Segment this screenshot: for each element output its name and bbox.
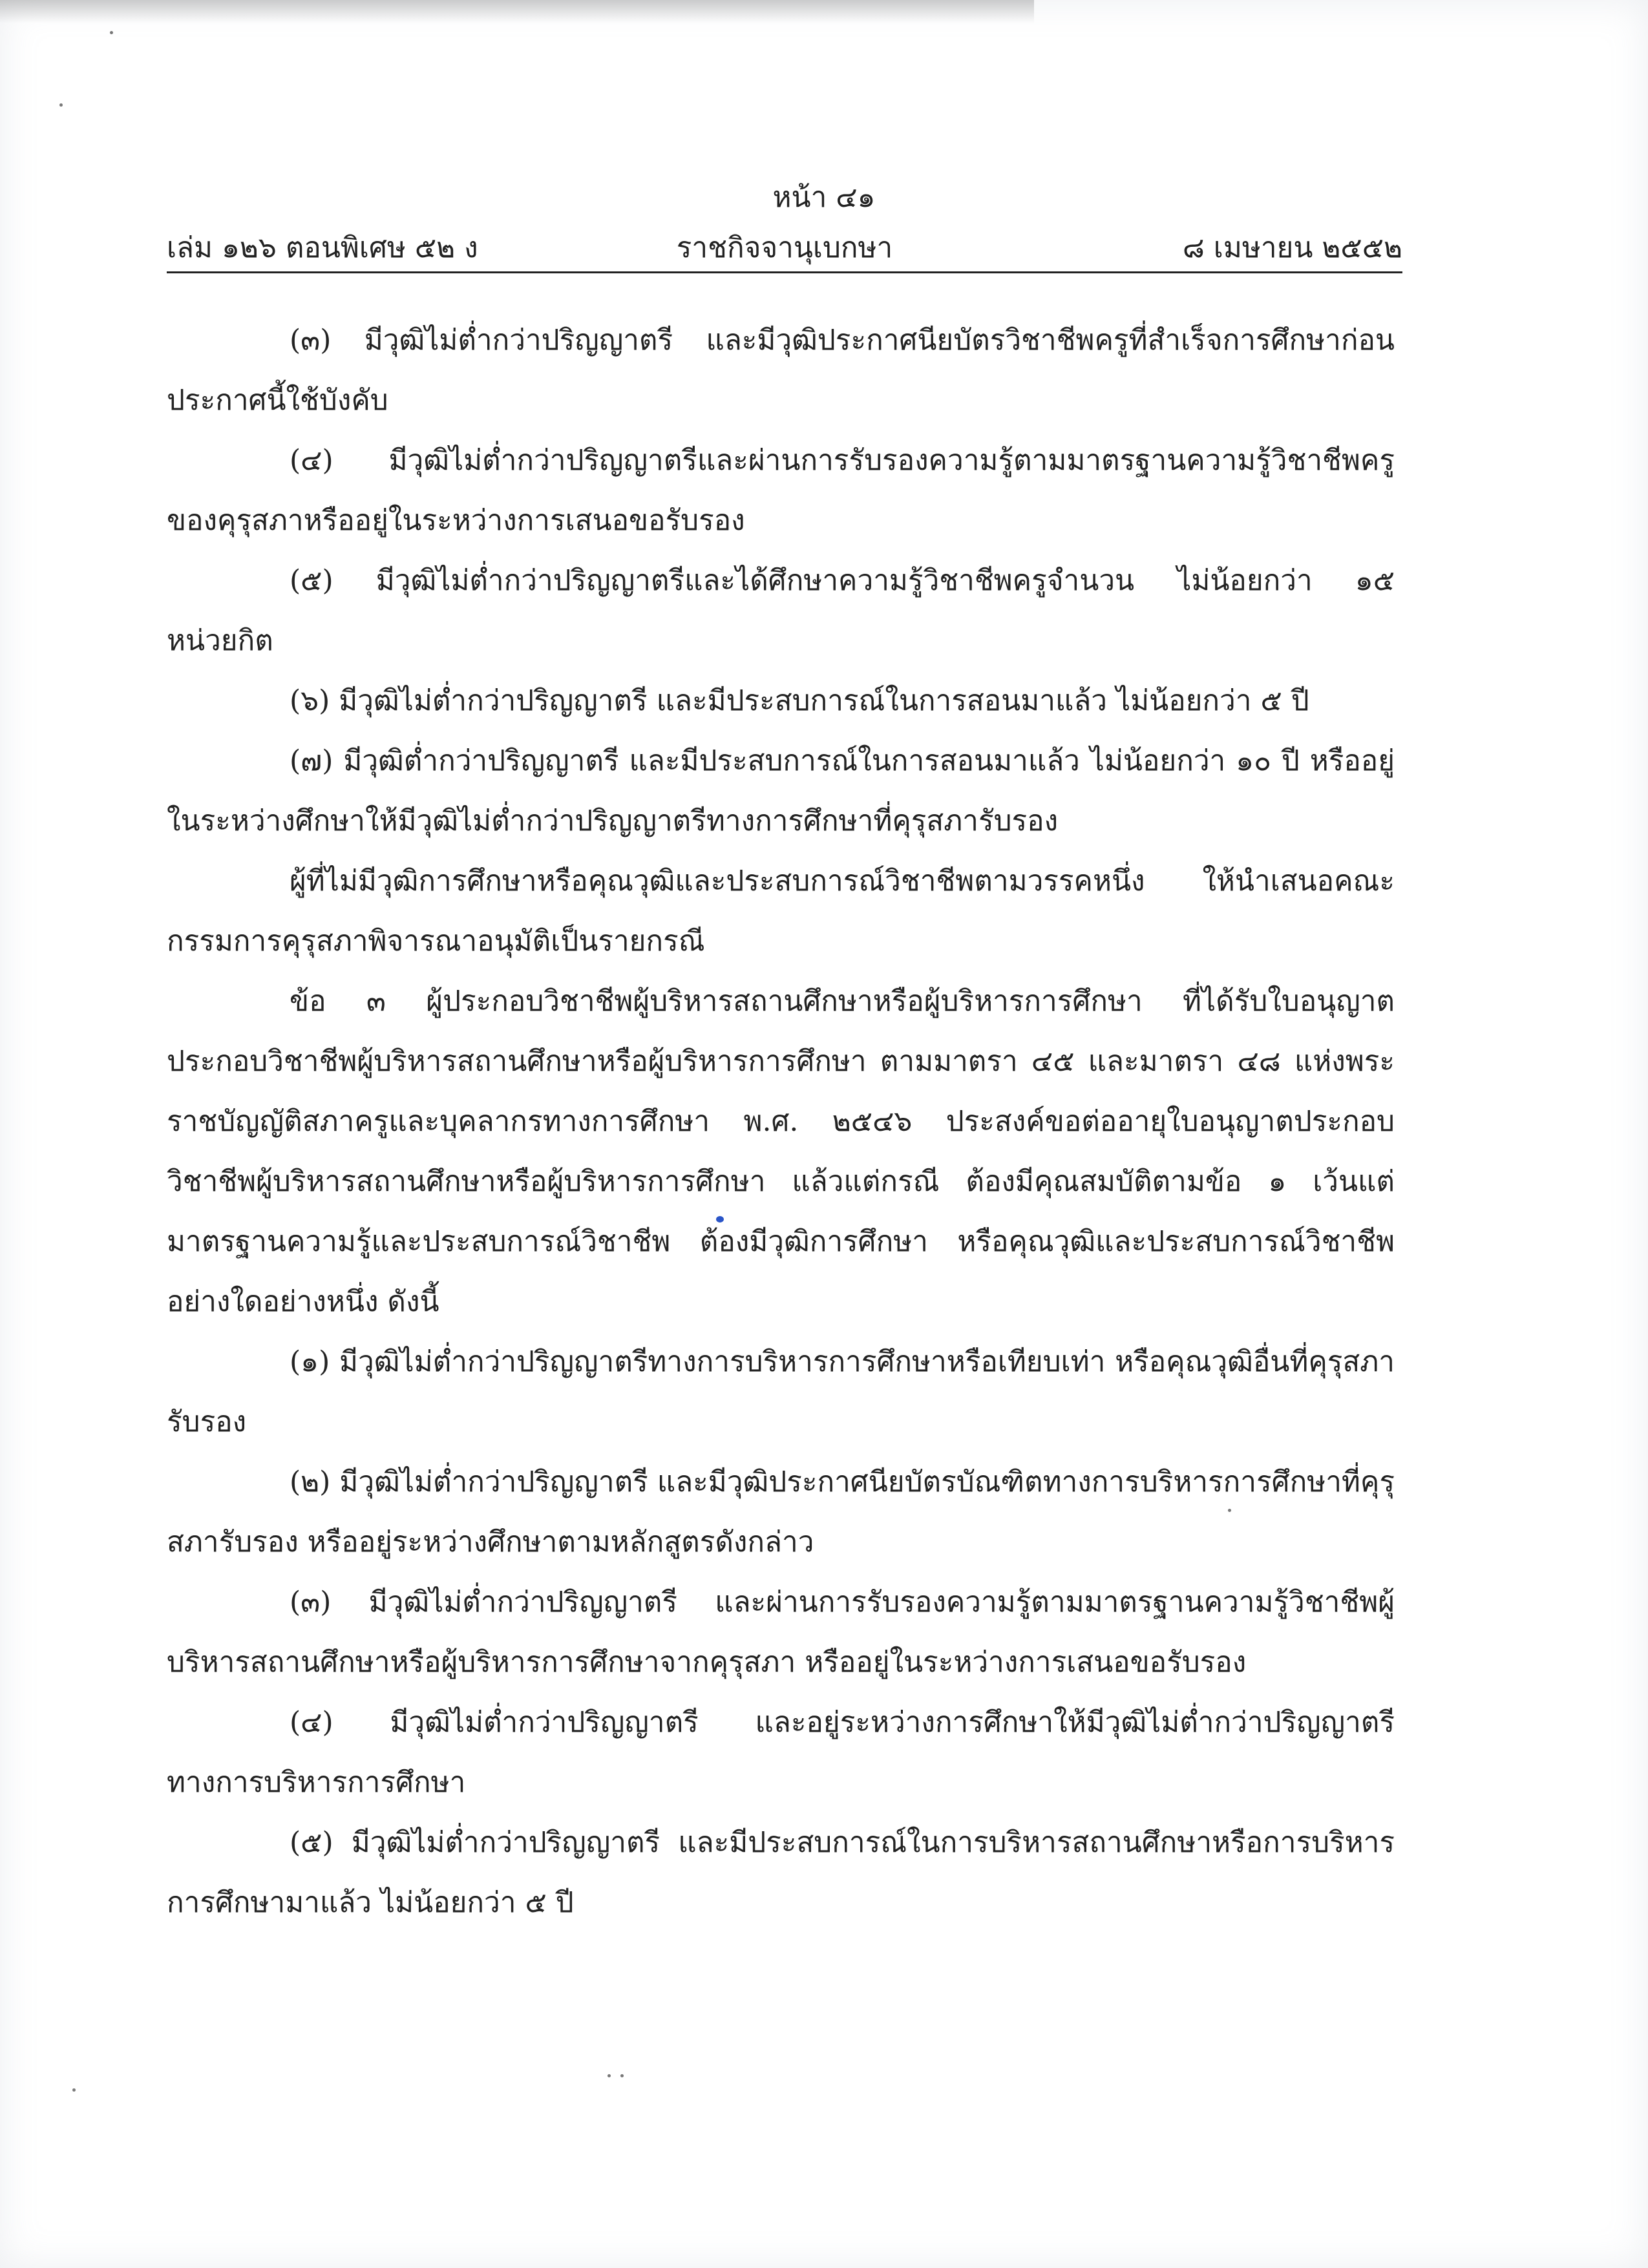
- paragraph: (๒) มีวุฒิไม่ต่ำกว่าปริญญาตรี และมีวุฒิประกาศนียบัตรบัณฑิตทางการบริหารการศึกษาที่คุรุสภารับรอง หรืออยู่ระหว่างศึกษาตามหลักสูตรดังกล่าว: [167, 1465, 1395, 1559]
- header-volume: เล่ม ๑๒๖ ตอนพิเศษ ๕๒ ง: [167, 231, 478, 264]
- paragraph: (๓) มีวุฒิไม่ต่ำกว่าปริญญาตรี และผ่านการรับรองความรู้ตามมาตรฐานความรู้วิชาชีพผู้บริหารสถานศึกษาหรือผู้บริหารการศึกษาจากคุรุสภา หรืออยู่ในระหว่างการเสนอขอรับรอง: [167, 1586, 1395, 1679]
- paragraph: (๖) มีวุฒิไม่ต่ำกว่าปริญญาตรี และมีประสบการณ์ในการสอนมาแล้ว ไม่น้อยกว่า ๕ ปี: [290, 684, 1309, 717]
- header-title: ราชกิจจานุเบกษา: [676, 231, 893, 264]
- paragraph: (๗) มีวุฒิต่ำกว่าปริญญาตรี และมีประสบการณ์ในการสอนมาแล้ว ไม่น้อยกว่า ๑๐ ปี หรืออยู่ในระหว่างศึกษาให้มีวุฒิไม่ต่ำกว่าปริญญาตรีทางการศึกษาที่คุรุสภารับรอง: [167, 744, 1395, 837]
- page-number: หน้า ๔๑: [772, 181, 876, 214]
- ink-mark: [716, 1216, 724, 1223]
- header-date: ๘ เมษายน ๒๕๕๒: [1182, 231, 1402, 264]
- paragraph: (๔) มีวุฒิไม่ต่ำกว่าปริญญาตรี และอยู่ระหว่างการศึกษาให้มีวุฒิไม่ต่ำกว่าปริญญาตรีทางการบริหารการศึกษา: [167, 1706, 1395, 1799]
- paragraph: (๓) มีวุฒิไม่ต่ำกว่าปริญญาตรี และมีวุฒิประกาศนียบัตรวิชาชีพครูที่สำเร็จการศึกษาก่อนประกาศนี้ใช้บังคับ: [167, 324, 1395, 417]
- scan-speck: [110, 31, 113, 34]
- scan-speck: [72, 2088, 76, 2092]
- paragraph: (๔) มีวุฒิไม่ต่ำกว่าปริญญาตรีและผ่านการรับรองความรู้ตามมาตรฐานความรู้วิชาชีพครูของคุรุสภาหรืออยู่ในระหว่างการเสนอขอรับรอง: [167, 444, 1395, 537]
- scan-speck: [607, 2074, 611, 2077]
- scan-speck: [59, 103, 63, 107]
- paragraph: (๕) มีวุฒิไม่ต่ำกว่าปริญญาตรี และมีประสบการณ์ในการบริหารสถานศึกษาหรือการบริหารการศึกษามาแล้ว ไม่น้อยกว่า ๕ ปี: [167, 1826, 1395, 1919]
- scan-speck: [1228, 1509, 1231, 1512]
- scan-speck: [620, 2074, 624, 2077]
- paragraph: (๕) มีวุฒิไม่ต่ำกว่าปริญญาตรีและได้ศึกษาความรู้วิชาชีพครูจำนวน ไม่น้อยกว่า ๑๕ หน่วยกิต: [167, 564, 1395, 657]
- paragraph: ข้อ ๓ ผู้ประกอบวิชาชีพผู้บริหารสถานศึกษาหรือผู้บริหารการศึกษา ที่ได้รับใบอนุญาตประกอบวิชาชีพผู้บริหารสถานศึกษาหรือผู้บริหารการศึกษา ตามมาตรา ๔๕ และมาตรา ๔๘ แห่งพระราชบัญญัติสภาครูและบุคลากรทางการศึกษา พ.ศ. ๒๕๔๖ ประสงค์ขอต่ออายุใบอนุญาตประกอบวิชาชีพผู้บริหารสถานศึกษาหรือผู้บริหารการศึกษา แล้วแต่กรณี ต้องมีคุณสมบัติตามข้อ ๑ เว้นแต่มาตรฐานความรู้และประสบการณ์วิชาชีพ ต้องมีวุฒิการศึกษา หรือคุณวุฒิและประสบการณ์วิชาชีพ อย่างใดอย่างหนึ่ง ดังนี้: [167, 985, 1395, 1318]
- scan-top-strip: [0, 0, 1034, 23]
- paragraph: ผู้ที่ไม่มีวุฒิการศึกษาหรือคุณวุฒิและประสบการณ์วิชาชีพตามวรรคหนึ่ง ให้นำเสนอคณะกรรมการคุรุสภาพิจารณาอนุมัติเป็นรายกรณี: [167, 865, 1395, 958]
- header-rule: [167, 271, 1402, 273]
- gazette-header: [167, 225, 1402, 264]
- document-body: [167, 310, 1395, 1933]
- paragraph: (๑) มีวุฒิไม่ต่ำกว่าปริญญาตรีทางการบริหารการศึกษาหรือเทียบเท่า หรือคุณวุฒิอื่นที่คุรุสภารับรอง: [167, 1345, 1395, 1438]
